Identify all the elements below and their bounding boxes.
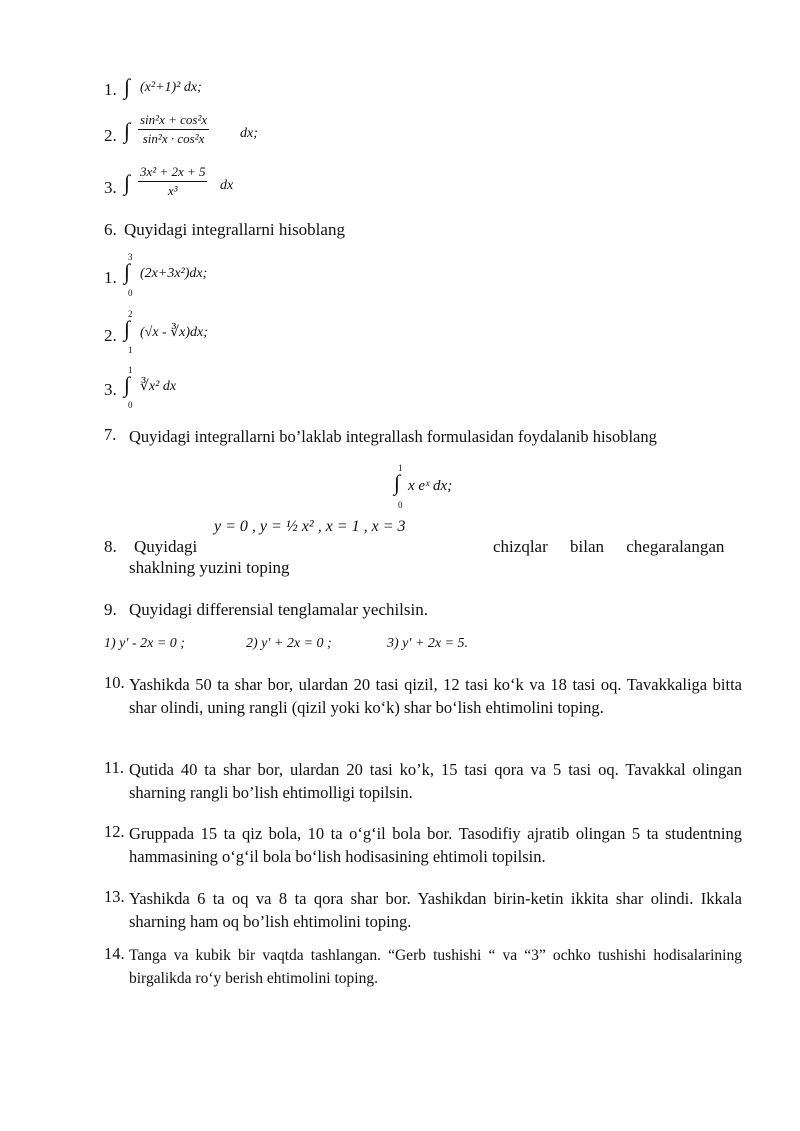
q7-number: 7. — [104, 425, 117, 444]
q6-item-1-expr: (2x+3x²)dx; — [140, 266, 208, 281]
upper-limit: 3 — [128, 252, 133, 262]
item-1-expr: (x²+1)² dx; — [140, 80, 202, 95]
fraction-denominator: sin²x · cos²x — [142, 131, 205, 146]
lower-limit: 0 — [398, 500, 403, 510]
q8-equations: y = 0 , y = ½ x² , x = 1 , x = 3 — [214, 518, 406, 535]
fraction-numerator: sin²x + cos²x — [138, 112, 209, 130]
q11-number: 11. — [104, 758, 125, 777]
q11-text: Qutida 40 ta shar bor, ulardan 20 tasi ko’k, 15 tasi qora va 5 tasi oq. Tavakkal olingan sharning rangli bo’lish ehtimolligi topilsin. — [129, 760, 742, 802]
q9-eq2: 2) y′ + 2x = 0 ; — [246, 636, 332, 651]
integral-sign: ∫ — [124, 170, 131, 195]
integral-sign: ∫ — [124, 316, 131, 341]
q10-number: 10. — [104, 673, 125, 692]
q6-item-2-expr: (√x - ∛x)dx; — [140, 325, 208, 340]
item-1-number: 1. — [104, 80, 117, 99]
q8-pre: Quyidagi — [134, 537, 198, 556]
integral-sign: ∫ — [124, 259, 131, 284]
q6-item-3-expr: ∛x² dx — [140, 379, 177, 394]
integral-sign: ∫ — [124, 74, 131, 99]
q13-text: Yashikda 6 ta oq va 8 ta qora shar bor. Yashikdan birin-ketin ikkita shar olindi. Ikkala sharning ham oq bo’lish ehtimolini toping. — [129, 889, 742, 931]
q12-number: 12. — [104, 822, 125, 841]
q6-item-3-number: 3. — [104, 380, 117, 399]
upper-limit: 1 — [398, 463, 403, 473]
fraction-numerator: 3x² + 2x + 5 — [138, 164, 207, 182]
q8-line2: shaklning yuzini toping — [129, 558, 290, 577]
q6-item-1-number: 1. — [104, 268, 117, 287]
q13-number: 13. — [104, 887, 125, 906]
q6-text: Quyidagi integrallarni hisoblang — [124, 220, 345, 239]
q6-item-2-number: 2. — [104, 326, 117, 345]
item-3-tail: dx — [220, 178, 234, 193]
q9-eq1: 1) y′ - 2x = 0 ; — [104, 636, 185, 651]
q7-expr: x eˣ dx; — [408, 478, 453, 494]
lower-limit: 0 — [128, 288, 133, 298]
q14-text: Tanga va kubik bir vaqtda tashlangan. “Gerb tushishi “ va “3” ochko tushishi hodisalarining birgalikda ro‘y berish ehtimolini toping. — [129, 947, 742, 987]
lower-limit: 0 — [128, 400, 133, 410]
item-2-tail: dx; — [240, 126, 258, 141]
integral-sign: ∫ — [124, 372, 131, 397]
integral-sign: ∫ — [124, 118, 131, 143]
q8-post: chizqlar bilan chegaralangan — [493, 537, 725, 556]
item-2-number: 2. — [104, 126, 117, 145]
fraction-denominator: x³ — [167, 183, 178, 198]
q8-number: 8. — [104, 537, 117, 556]
q9-number: 9. — [104, 600, 117, 619]
q7-text: Quyidagi integrallarni bo’laklab integrallash formulasidan foydalanib hisoblang — [129, 427, 657, 446]
q6-number: 6. — [104, 220, 117, 239]
q10-text: Yashikda 50 ta shar bor, ulardan 20 tasi qizil, 12 tasi ko‘k va 18 tasi oq. Tavakkaliga bitta shar olindi, uning rangli (qizil yoki ko‘k) shar bo‘lish ehtimolini toping. — [129, 675, 742, 717]
item-2-fraction — [138, 112, 209, 147]
q9-text: Quyidagi differensial tenglamalar yechilsin. — [129, 600, 428, 619]
lower-limit: 1 — [128, 345, 133, 355]
upper-limit: 2 — [128, 309, 133, 319]
item-3-fraction — [138, 164, 207, 199]
q14-number: 14. — [104, 944, 125, 963]
q12-text: Gruppada 15 ta qiz bola, 10 ta o‘g‘il bola bor. Tasodifiy ajratib olingan 5 ta studentning hammasining o‘g‘il bola bo‘lish hodisasining ehtimoli topilsin. — [129, 824, 742, 866]
integral-sign: ∫ — [394, 470, 401, 495]
item-3-number: 3. — [104, 178, 117, 197]
upper-limit: 1 — [128, 365, 133, 375]
q9-eq3: 3) y′ + 2x = 5. — [387, 636, 469, 651]
